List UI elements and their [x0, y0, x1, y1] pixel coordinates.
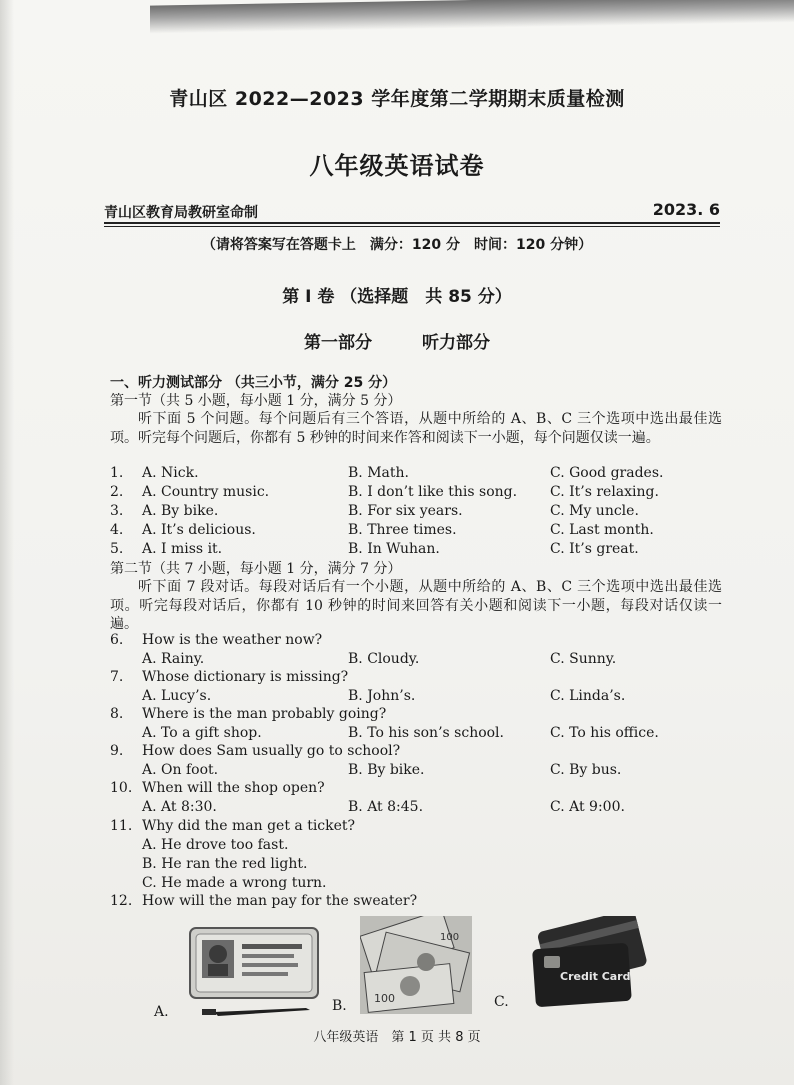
question-stem-row [110, 780, 750, 798]
exam-date: 2023. 6 [652, 200, 720, 219]
option-b[interactable]: B. By bike. [348, 762, 425, 778]
exam-title: 青山区 2022—2023 学年度第二学期期末质量检测 [169, 88, 625, 110]
option-a[interactable]: A. To a gift shop. [142, 725, 262, 741]
option-c[interactable]: C. My uncle. [550, 503, 639, 519]
question-row [110, 465, 750, 483]
question-stem: Whose dictionary is missing? [142, 669, 349, 685]
question-stem: Where is the man probably going? [142, 706, 387, 722]
option-a[interactable]: A. On foot. [142, 762, 219, 778]
question-stem-row [110, 893, 750, 911]
question-stem: How is the weather now? [142, 632, 323, 648]
question-options-row [110, 875, 750, 893]
id-card-image[interactable] [188, 924, 322, 1020]
question-row [110, 522, 750, 540]
question-row [110, 541, 750, 559]
option-a[interactable]: A. Lucy’s. [142, 688, 212, 704]
option-b[interactable]: B. John’s. [348, 688, 416, 704]
question-stem-row [110, 818, 750, 836]
exam-subtitle: 八年级英语试卷 [309, 152, 485, 180]
question-stem: Why did the man get a ticket? [142, 818, 356, 834]
option-c[interactable]: C. Linda’s. [550, 688, 626, 704]
question-stem-row [110, 743, 750, 761]
question-number: 6. [110, 632, 124, 648]
option-c[interactable]: C. Good grades. [550, 465, 664, 481]
option-a[interactable]: A. I miss it. [142, 541, 223, 557]
option-b[interactable]: B. At 8:45. [348, 799, 424, 815]
question-number: 8. [110, 706, 124, 722]
question-options-row [110, 651, 750, 669]
option-c[interactable]: C. It’s relaxing. [550, 484, 659, 500]
org-name: 青山区教育局教研室命制 [104, 205, 258, 221]
option-c-label[interactable]: C. [494, 994, 509, 1010]
question-row [110, 484, 750, 502]
option-b[interactable]: B. To his son’s school. [348, 725, 504, 741]
question-stem: How does Sam usually go to school? [142, 743, 401, 759]
exam-instructions: （请将答案写在答题卡上 满分：120 分 时间：120 分钟） [201, 237, 593, 253]
volume-heading: 第 I 卷 （选择题 共 85 分） [282, 287, 512, 307]
option-b[interactable]: B. For six years. [348, 503, 463, 519]
subsection-2-directions: 听下面 7 段对话。每段对话后有一个小题，从题中所给的 A、B、C 三个选项中选出最佳选项。听完每段对话后，你都有 10 秒钟的时间来回答有关小题和阅读下一小题，每段对话仅读一遍。 [110, 579, 722, 632]
option-a[interactable]: A. It’s delicious. [142, 522, 256, 538]
question-number: 11. [110, 818, 133, 834]
question-number: 3. [110, 503, 124, 519]
option-b[interactable]: B. He ran the red light. [142, 856, 308, 872]
option-b[interactable]: B. In Wuhan. [348, 541, 440, 557]
question-stem: How will the man pay for the sweater? [142, 893, 418, 909]
option-c[interactable]: C. It’s great. [550, 541, 639, 557]
subsection-2-title: 第二节（共 7 小题，每小题 1 分，满分 7 分） [110, 561, 402, 577]
question-options-row [110, 725, 750, 743]
header-rule-thin [104, 226, 720, 227]
subsection-1-title: 第一节（共 5 小题，每小题 1 分，满分 5 分） [110, 393, 402, 409]
option-a-label[interactable]: A. [154, 1004, 169, 1020]
cash-image[interactable] [360, 916, 472, 1014]
option-c[interactable]: C. He made a wrong turn. [142, 875, 327, 891]
part-number: 第一部分 [304, 333, 373, 353]
question-stem-row [110, 669, 750, 687]
question-stem: When will the shop open? [142, 780, 325, 796]
org-row [104, 200, 720, 222]
option-a[interactable]: A. Rainy. [142, 651, 205, 667]
section-title: 一、听力测试部分 （共三小节，满分 25 分） [110, 375, 397, 391]
option-b[interactable]: B. Three times. [348, 522, 457, 538]
question-number: 9. [110, 743, 124, 759]
svg-text:100: 100 [374, 992, 395, 1005]
header-rule [104, 222, 720, 224]
question-options-row [110, 762, 750, 780]
question-stem-row [110, 706, 750, 724]
option-a[interactable]: A. Country music. [142, 484, 270, 500]
option-c[interactable]: C. Sunny. [550, 651, 617, 667]
part-heading [0, 328, 794, 353]
question-stem-row [110, 632, 750, 650]
credit-card-image[interactable] [530, 916, 654, 1008]
option-c[interactable]: C. Last month. [550, 522, 654, 538]
question-options-row [110, 856, 750, 874]
question-number: 4. [110, 522, 124, 538]
question-number: 7. [110, 669, 124, 685]
question-number: 2. [110, 484, 124, 500]
option-b[interactable]: B. Math. [348, 465, 409, 481]
question-number: 12. [110, 893, 133, 909]
question-number: 5. [110, 541, 124, 557]
option-a[interactable]: A. At 8:30. [142, 799, 217, 815]
option-b[interactable]: B. Cloudy. [348, 651, 420, 667]
credit-card-label: Credit Card [560, 970, 631, 983]
question-row [110, 503, 750, 521]
option-a[interactable]: A. By bike. [142, 503, 219, 519]
option-b[interactable]: B. I don’t like this song. [348, 484, 518, 500]
question-number: 1. [110, 465, 124, 481]
option-c[interactable]: C. By bus. [550, 762, 622, 778]
option-a[interactable]: A. Nick. [142, 465, 199, 481]
subsection-1-directions: 听下面 5 个问题。每个问题后有三个答语，从题中所给的 A、B、C 三个选项中选出最佳选项。听完每个问题后，你都有 5 秒钟的时间来作答和阅读下一小题，每个问题仅读一遍。 [110, 411, 722, 446]
question-number: 10. [110, 780, 133, 796]
option-c[interactable]: C. To his office. [550, 725, 659, 741]
question-options-row [110, 799, 750, 817]
option-c[interactable]: C. At 9:00. [550, 799, 625, 815]
option-a[interactable]: A. He drove too fast. [142, 837, 289, 853]
part-name: 听力部分 [421, 333, 490, 353]
page-footer: 八年级英语 第 1 页 共 8 页 [313, 1030, 481, 1045]
question-options-row [110, 837, 750, 855]
svg-text:100: 100 [440, 932, 460, 943]
question-options-row [110, 688, 750, 706]
option-b-label[interactable]: B. [332, 998, 347, 1014]
page-fold-shadow [150, 0, 794, 34]
